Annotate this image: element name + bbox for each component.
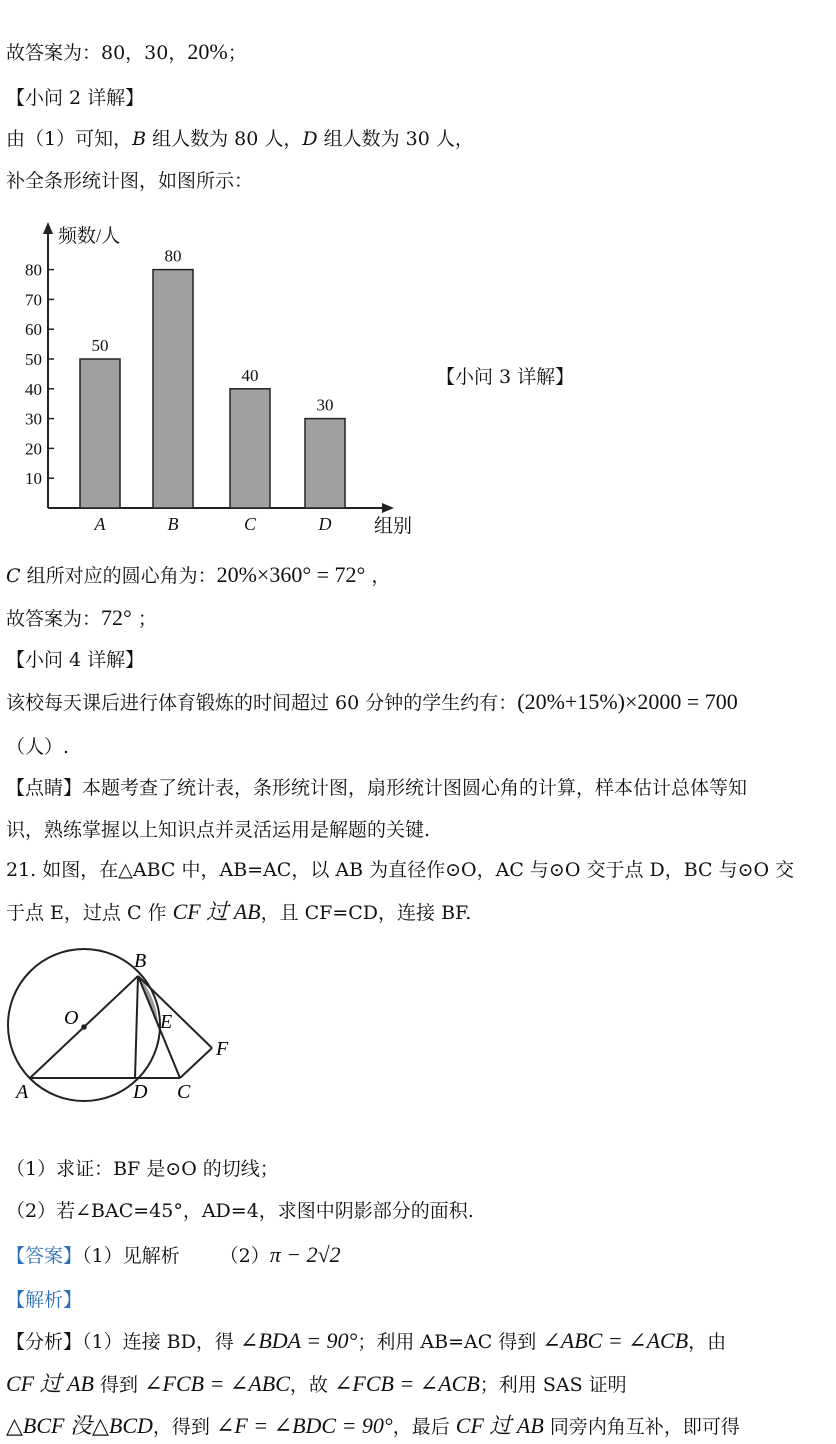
y-tick-label: 60 xyxy=(25,320,42,340)
data-label: 40 xyxy=(241,365,259,385)
label-c: C xyxy=(177,1081,191,1103)
bar-c xyxy=(230,389,270,508)
x-axis-arrow xyxy=(382,503,394,513)
bar-a xyxy=(80,359,120,508)
section-heading-q4: 【小问 4 详解】 xyxy=(6,649,145,671)
geometry-figure xyxy=(0,940,250,1110)
bar-d xyxy=(305,419,345,508)
label-d: D xyxy=(133,1081,148,1103)
text-line-8: 该校每天课后进行体育锻炼的时间超过 60 分钟的学生约有：(20%+15%)×2000 = 700 xyxy=(6,689,738,714)
answer-line-1: 故答案为：80，30，20%； xyxy=(6,39,247,64)
text-line-6: 故答案为：72° ； xyxy=(6,605,157,630)
category-label: D xyxy=(318,514,332,534)
label-b: B xyxy=(134,950,147,972)
analysis-line-2: CF 过 AB 得到 ∠FCB = ∠ABC，故 ∠FCB = ∠ACB；利用 SAS 证明 xyxy=(6,1371,627,1396)
segment-bf xyxy=(138,976,212,1048)
bar-b xyxy=(153,270,193,508)
y-tick-label: 40 xyxy=(25,379,42,399)
segment-bc xyxy=(138,976,180,1078)
segment-bd xyxy=(135,976,138,1078)
problem-21-line-1: 21. 如图，在△ABC 中，AB=AC，以 AB 为直径作⊙O，AC 与⊙O 交于点 D，BC 与⊙O 交 xyxy=(6,859,795,881)
segment-cf xyxy=(180,1048,212,1078)
analysis-line-1: 【分析】（1）连接 BD，得 ∠BDA = 90°；利用 AB=AC 得到 ∠ABC = ∠ACB，由 xyxy=(6,1328,727,1353)
label-e: E xyxy=(160,1011,173,1033)
y-tick-label: 20 xyxy=(25,439,42,459)
text-line-10: 【点睛】本题考查了统计表，条形统计图，扇形统计图圆心角的计算，样本估计总体等知 xyxy=(6,777,748,799)
y-tick-label: 70 xyxy=(25,290,42,310)
text-line-3: 由（1）可知，B 组人数为 80 人，D 组人数为 30 人， xyxy=(6,128,474,150)
bar-chart xyxy=(0,214,430,544)
y-axis-arrow xyxy=(43,222,53,234)
category-label: C xyxy=(243,514,257,534)
analysis-line-3: △BCF 没△BCD，得到 ∠F = ∠BDC = 90°，最后 CF 过 AB 同旁内角互补，即可得 xyxy=(6,1413,740,1438)
question-2: （2）若∠BAC=45°，AD=4，求图中阴影部分的面积. xyxy=(6,1200,474,1222)
y-tick-label: 80 xyxy=(25,260,42,280)
section-heading-q2: 【小问 2 详解】 xyxy=(6,87,145,109)
x-axis-label: 组别 xyxy=(374,516,413,537)
text-line-5: C 组所对应的圆心角为：20%×360° = 72° ， xyxy=(6,562,391,587)
problem-21-line-2: 于点 E，过点 C 作 CF 过 AB，且 CF=CD，连接 BF. xyxy=(6,899,472,924)
category-label: B xyxy=(167,514,179,534)
data-label: 30 xyxy=(316,395,334,415)
data-label: 50 xyxy=(91,336,109,355)
y-axis-label: 频数/人 xyxy=(58,226,121,247)
y-tick-label: 30 xyxy=(25,409,42,429)
answer-line: 【答案】（1）见解析 （2）π − 2√2 xyxy=(6,1242,341,1267)
data-label: 80 xyxy=(164,246,182,266)
text-line-4: 补全条形统计图，如图所示： xyxy=(6,170,254,192)
analysis-heading: 【解析】 xyxy=(6,1289,83,1311)
text-line-11: 识，熟练掌握以上知识点并灵活运用是解题的关键. xyxy=(6,819,431,841)
section-heading-q3: 【小问 3 详解】 xyxy=(436,366,575,388)
label-o: O xyxy=(64,1007,79,1029)
text-line-9: （人）. xyxy=(6,736,70,758)
label-f: F xyxy=(216,1038,229,1060)
question-1: （1）求证：BF 是⊙O 的切线； xyxy=(6,1158,279,1180)
center-point xyxy=(81,1024,87,1030)
category-label: A xyxy=(94,514,106,534)
label-a: A xyxy=(16,1081,29,1103)
y-tick-label: 50 xyxy=(25,350,42,369)
y-tick-label: 10 xyxy=(25,469,42,489)
